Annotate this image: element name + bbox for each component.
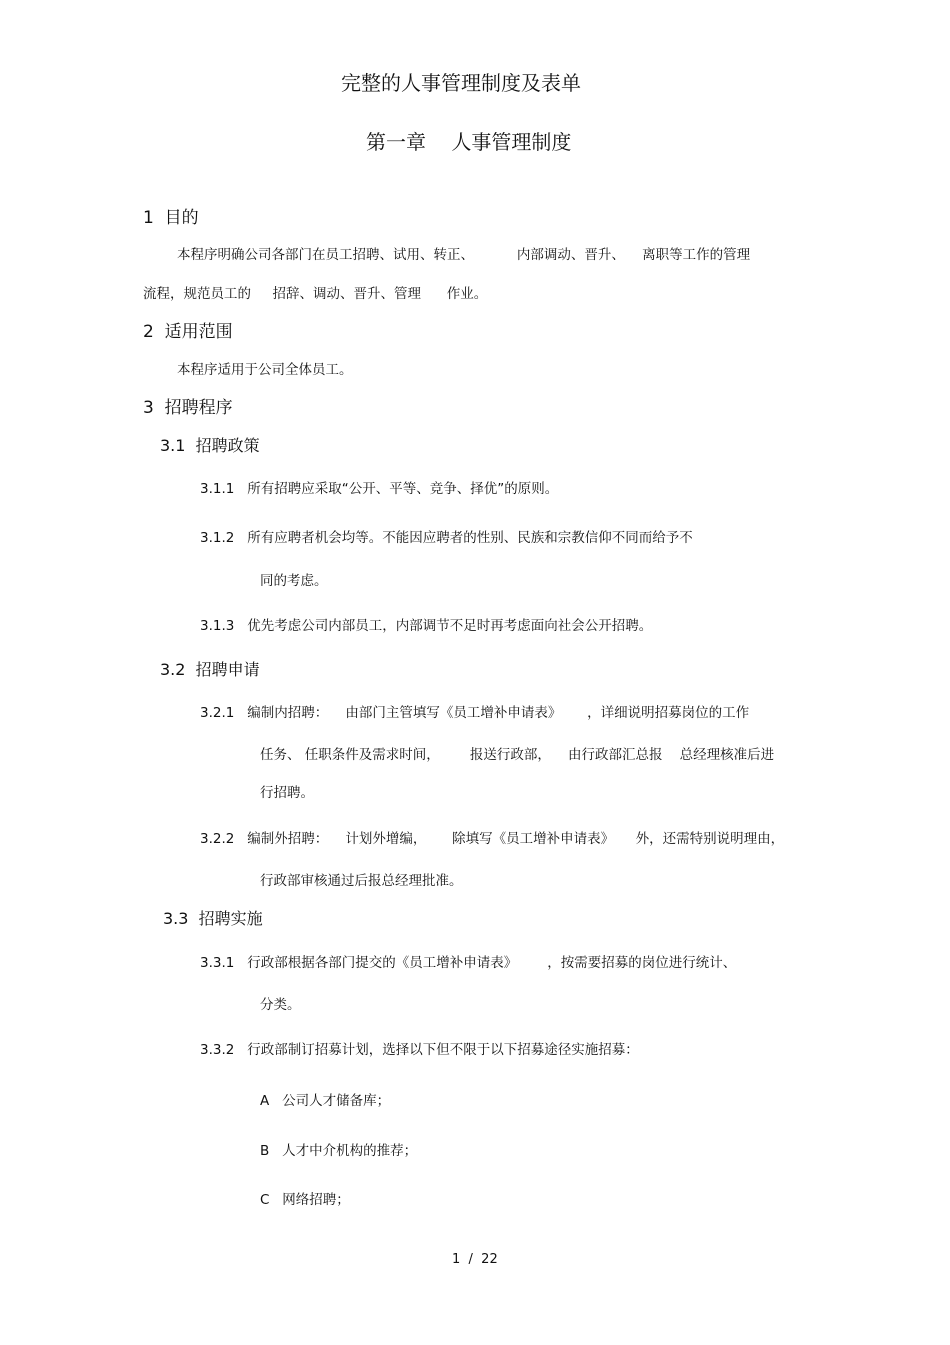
clause-3-2-1-continued: 任务、 任职条件及需求时间， 报送行政部， 由行政部汇总报 总经理核准后进 bbox=[260, 747, 775, 763]
section-1-heading: 1 目的 bbox=[143, 208, 199, 228]
clause-3-2-1: 3.2.1 编制内招聘： 由部门主管填写《员工增补申请表》 ，详细说明招募岗位的工作 bbox=[200, 705, 750, 721]
section-3-heading: 3 招聘程序 bbox=[143, 398, 233, 418]
clause-3-1-1: 3.1.1 所有招聘应采取“公开、平等、竞争、择优”的原则。 bbox=[200, 481, 559, 497]
clause-3-2-1-continued: 行招聘。 bbox=[260, 785, 314, 801]
clause-3-3-1-continued: 分类。 bbox=[260, 997, 301, 1013]
chapter-title: 第一章 人事管理制度 bbox=[366, 130, 572, 154]
clause-3-2-2: 3.2.2 编制外招聘： 计划外增编， 除填写《员工增补申请表》 外，还需特别说明理由， bbox=[200, 831, 785, 847]
list-item-c: C 网络招聘； bbox=[260, 1192, 350, 1208]
clause-3-3-1: 3.3.1 行政部根据各部门提交的《员工增补申请表》 ，按需要招募的岗位进行统计、 bbox=[200, 955, 737, 971]
list-item-b: B 人才中介机构的推荐； bbox=[260, 1143, 418, 1159]
clause-3-1-3: 3.1.3 优先考虑公司内部员工，内部调节不足时再考虑面向社会公开招聘。 bbox=[200, 618, 653, 634]
clause-3-2-2-continued: 行政部审核通过后报总经理批准。 bbox=[260, 873, 463, 889]
subsection-3-3-heading: 3.3 招聘实施 bbox=[163, 909, 263, 928]
section-1-paragraph-line: 本程序明确公司各部门在员工招聘、试用、转正、 内部调动、晋升、 离职等工作的管理 bbox=[177, 247, 751, 263]
section-2-paragraph: 本程序适用于公司全体员工。 bbox=[177, 362, 353, 378]
subsection-3-2-heading: 3.2 招聘申请 bbox=[160, 660, 260, 679]
page-number: 1 / 22 bbox=[452, 1252, 498, 1267]
list-item-a: A 公司人才储备库； bbox=[260, 1093, 391, 1109]
clause-3-1-2-continued: 同的考虑。 bbox=[260, 573, 328, 589]
section-1-paragraph-line: 流程，规范员工的 招辞、调动、晋升、管理 作业。 bbox=[143, 286, 488, 302]
section-2-heading: 2 适用范围 bbox=[143, 322, 233, 342]
clause-3-1-2: 3.1.2 所有应聘者机会均等。不能因应聘者的性别、民族和宗教信仰不同而给予不 bbox=[200, 530, 693, 546]
document-title: 完整的人事管理制度及表单 bbox=[341, 71, 581, 95]
subsection-3-1-heading: 3.1 招聘政策 bbox=[160, 436, 260, 455]
clause-3-3-2: 3.3.2 行政部制订招募计划，选择以下但不限于以下招募途径实施招募： bbox=[200, 1042, 639, 1058]
